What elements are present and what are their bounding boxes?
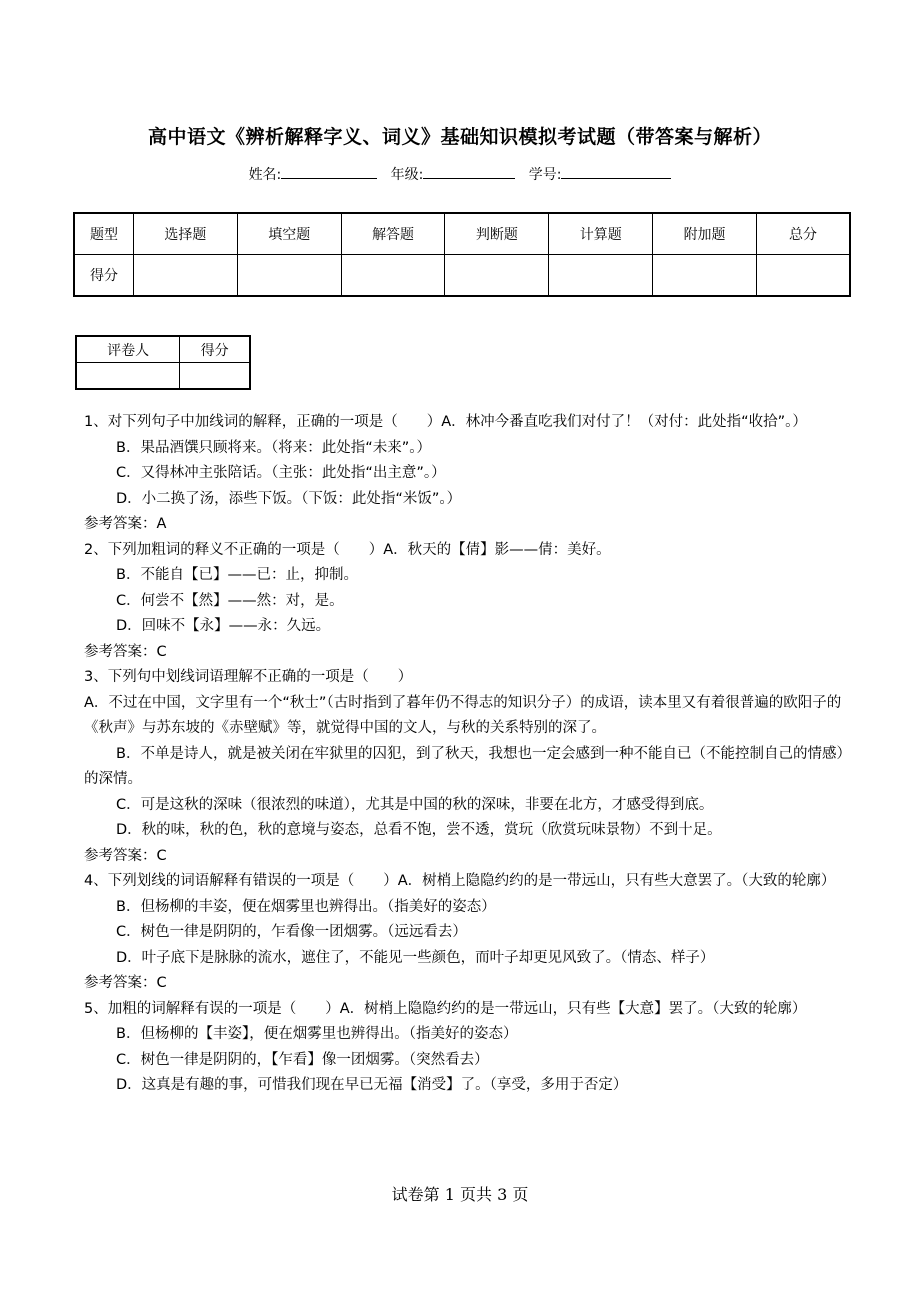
question-stem: 3、下列句中划线词语理解不正确的一项是（ ）: [84, 669, 413, 685]
score-header-cell: 附加题: [653, 213, 757, 255]
question-answer: 参考答案：A: [84, 516, 167, 532]
question-option: B．果品酒馔只顾将来。（将来：此处指“未来”。）: [116, 439, 431, 456]
question-option: B．不能自【已】——已：止，抑制。: [116, 567, 358, 583]
score-header-cell: 判断题: [445, 213, 549, 255]
score-cell[interactable]: [134, 255, 238, 297]
score-header-cell: 题型: [74, 213, 134, 255]
question-option: C．可是这秋的深味（很浓烈的味道），尤其是中国的秋的深味，非要在北方，才感受得到底。: [116, 796, 714, 813]
question-answer: 参考答案：C: [84, 847, 167, 864]
score-cell[interactable]: [237, 255, 341, 297]
question-stem: 4、下列划线的词语解释有错误的一项是（ ）A．树梢上隐隐约约的是一带远山，只有些大意罢了。（大致的轮廓）: [84, 873, 836, 889]
question-answer: 参考答案：C: [84, 643, 167, 660]
score-header-cell: 总分: [757, 213, 851, 255]
grader-cell[interactable]: [76, 363, 180, 390]
question-option: D．小二换了汤，添些下饭。（下饭：此处指“米饭”。）: [116, 490, 462, 507]
name-blank[interactable]: [281, 164, 377, 179]
id-blank[interactable]: [561, 164, 671, 179]
question-option: B．不单是诗人，就是被关闭在牢狱里的囚犯，到了秋天，我想也一定会感到一种不能自已（不能控制自己的情感）的深情。: [84, 745, 844, 787]
score-cell[interactable]: [445, 255, 549, 297]
question-option: B．但杨柳的丰姿，便在烟雾里也辨得出。（指美好的姿态）: [116, 898, 496, 915]
question-option: D．秋的味，秋的色，秋的意境与姿态，总看不饱，尝不透，赏玩（欣赏玩味景物）不到十足。: [116, 822, 722, 838]
question-answer: 参考答案：C: [84, 975, 167, 991]
question-option: A．不过在中国，文字里有一个“秋士”（古时指到了暮年仍不得志的知识分子）的成语，读本里又有着很普遍的欧阳子的《秋声》与苏东坡的《赤壁赋》等，就觉得中国的文人，与秋的关系特别的深了。: [84, 694, 842, 736]
grader-table: [75, 335, 251, 390]
question-option: C．又得林冲主张陪话。（主张：此处指“出主意”。）: [116, 465, 446, 481]
score-table-score-row: [74, 255, 850, 297]
score-header-cell: 解答题: [341, 213, 445, 255]
question-option: C．树色一律是阴阴的，乍看像一团烟雾。（远远看去）: [116, 924, 467, 940]
grader-score-header: 得分: [180, 336, 250, 363]
grade-label: 年级:: [390, 167, 424, 183]
student-info: [0, 164, 920, 184]
question-stem: 5、加粗的词解释有误的一项是（ ）A．树梢上隐隐约约的是一带远山，只有些【大意】罢了。（大致的轮廓）: [84, 1000, 807, 1017]
score-cell[interactable]: [653, 255, 757, 297]
page-title: 高中语文《辨析解释字义、词义》基础知识模拟考试题（带答案与解析）: [147, 126, 772, 148]
score-cell[interactable]: [757, 255, 851, 297]
score-header-cell: 选择题: [134, 213, 238, 255]
score-header-cell: 计算题: [549, 213, 653, 255]
question-stem: 2、下列加粗词的释义不正确的一项是（ ）A．秋天的【倩】影——倩：美好。: [84, 541, 611, 558]
question-option: B．但杨柳的【丰姿】，便在烟雾里也辨得出。（指美好的姿态）: [116, 1026, 518, 1042]
score-table-header-row: [74, 213, 850, 255]
grader-header: 评卷人: [76, 336, 180, 363]
score-cell[interactable]: [341, 255, 445, 297]
score-cell[interactable]: [549, 255, 653, 297]
question-option: D．回味不【永】——永：久远。: [116, 618, 331, 634]
grade-blank[interactable]: [423, 164, 515, 179]
question-stem: 1、对下列句子中加线词的解释，正确的一项是（ ）A．林冲今番直吃我们对付了！（对付：此处指“收拾”。）: [84, 414, 807, 430]
question-option: C．树色一律是阴阴的，【乍看】像一团烟雾。（突然看去）: [116, 1051, 489, 1068]
score-row-label: 得分: [74, 255, 134, 297]
score-table: [73, 212, 851, 297]
question-option: D．这真是有趣的事，可惜我们现在早已无福【消受】了。（享受，多用于否定）: [116, 1077, 628, 1093]
score-header-cell: 填空题: [237, 213, 341, 255]
questions: [84, 410, 844, 1099]
page-footer: 试卷第 1 页共 3 页: [391, 1185, 529, 1204]
name-label: 姓名:: [248, 167, 282, 183]
question-option: C．何尝不【然】——然：对，是。: [116, 592, 344, 609]
question-option: D．叶子底下是脉脉的流水，遮住了，不能见一些颜色，而叶子却更见风致了。（情态、样子）: [116, 949, 715, 966]
id-label: 学号:: [528, 167, 562, 183]
grader-score-cell[interactable]: [180, 363, 250, 390]
